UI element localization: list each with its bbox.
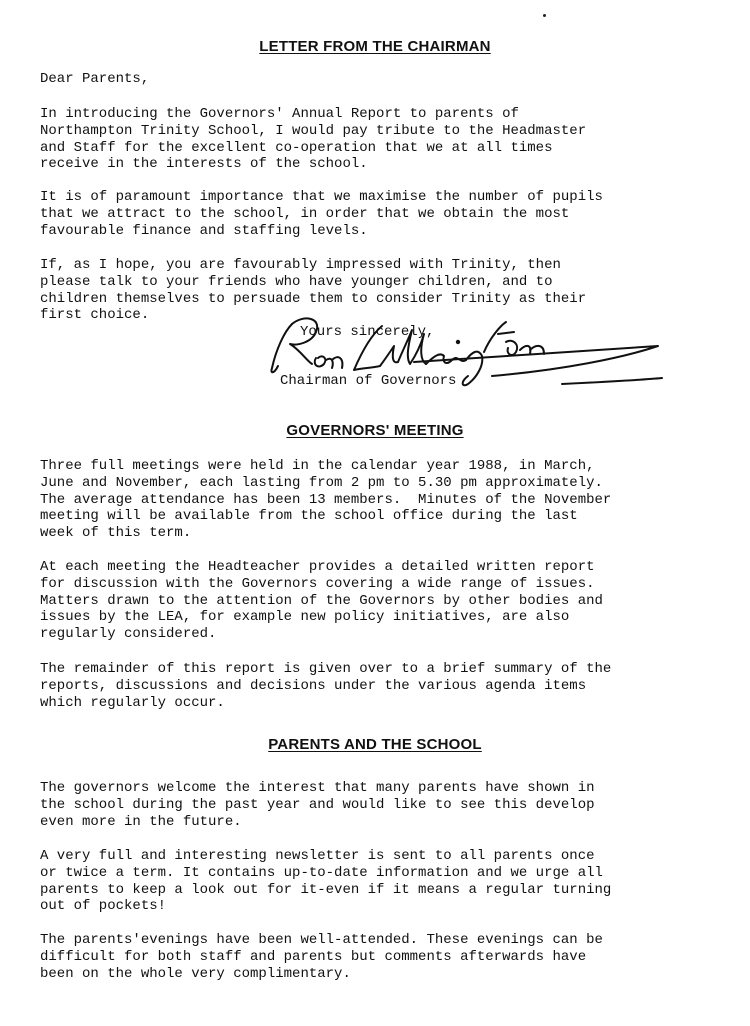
governors-paragraph-2: At each meeting the Headteacher provides a detailed written report for discussion with the Governors covering a wide range of issues. Matters drawn to the attention of the Governors by other bodies and issues by the LEA, for example new policy initiatives, are also regularly considered.	[40, 559, 603, 643]
governors-paragraph-3: The remainder of this report is given over to a brief summary of the reports, discussions and decisions under the various agenda items which regularly occur.	[40, 661, 612, 711]
signatory-title: Chairman of Governors	[280, 373, 457, 389]
handwritten-signature	[262, 312, 682, 396]
letter-heading: LETTER FROM THE CHAIRMAN	[259, 38, 491, 55]
governors-meeting-heading: GOVERNORS' MEETING	[286, 422, 464, 439]
parents-school-heading: PARENTS AND THE SCHOOL	[268, 736, 482, 753]
signature-block	[262, 312, 682, 396]
parents-paragraph-3: The parents'evenings have been well-attended. These evenings can be difficult for both staff and parents but comments afterwards have been on the whole very complimentary.	[40, 932, 603, 982]
parents-paragraph-1: The governors welcome the interest that many parents have shown in the school during the past year and would like to see this develop even more in the future.	[40, 780, 595, 830]
letter-paragraph-1: In introducing the Governors' Annual Report to parents of Northampton Trinity School, I would pay tribute to the Headmaster and Staff for the excellent co-operation that we at all times receive in the interests of the school.	[40, 106, 587, 173]
governors-paragraph-1: Three full meetings were held in the calendar year 1988, in March, June and November, each lasting from 2 pm to 5.30 pm approximately. The average attendance has been 13 members. Minutes of the November meeting will be available from the school office during the last week of this term.	[40, 458, 612, 542]
letter-closing: Yours sincerely,	[300, 324, 435, 340]
stray-ink-dot	[543, 14, 546, 17]
letter-salutation: Dear Parents,	[40, 71, 150, 87]
letter-paragraph-3: If, as I hope, you are favourably impressed with Trinity, then please talk to your friends who have younger children, and to children themselves to persuade them to consider Trinity as their first choice.	[40, 257, 587, 324]
parents-paragraph-2: A very full and interesting newsletter is sent to all parents once or twice a term. It contains up-to-date information and we urge all parents to keep a look out for it-even if it means a regular turning out of pockets!	[40, 848, 612, 915]
letter-paragraph-2: It is of paramount importance that we maximise the number of pupils that we attract to the school, in order that we obtain the most favourable finance and staffing levels.	[40, 189, 603, 239]
